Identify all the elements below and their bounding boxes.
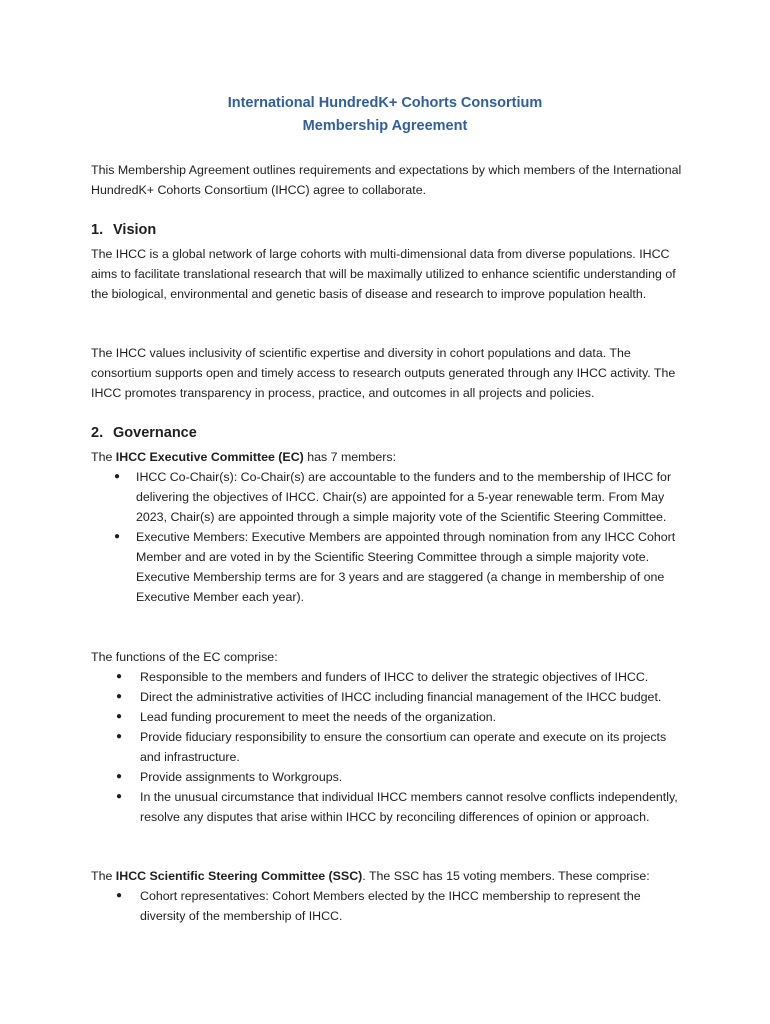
ec-intro-post: has 7 members: [303,450,397,464]
list-item: ● Provide assignments to Workgroups. [91,767,686,787]
list-item: ● Cohort representatives: Cohort Members elected by the IHCC membership to represent the diversity of the membership of IHCC. [91,886,686,926]
vision-paragraph-2 [91,343,686,403]
ec-name: IHCC Executive Committee (EC) [115,450,304,464]
intro-paragraph [91,160,686,200]
bullet-icon: ● [116,771,123,782]
ssc-intro [91,866,686,886]
functions-intro: The functions of the EC comprise: [91,650,278,664]
document-title-line-1: International HundredK+ Cohorts Consortium [227,95,543,111]
section-number: 1. [91,222,104,238]
list-item: ● Responsible to the members and funders of IHCC to deliver the strategic objectives of IHCC. [91,667,686,687]
section-number: 2. [91,425,104,441]
ssc-intro-post: . The SSC has 15 voting members. These comprise: [362,869,650,883]
intro-text: This Membership Agreement outlines requirements and expectations by which members of the International HundredK+ Cohorts Consortium (IHCC) agree to collaborate. [91,163,682,197]
bullet-icon: ● [114,471,121,482]
ec-intro [91,447,686,467]
functions-list [91,667,686,827]
bullet-icon: ● [116,791,123,802]
section-title: Vision [113,222,157,238]
ssc-intro-pre: The [91,869,116,883]
list-item: ● Lead funding procurement to meet the needs of the organization. [91,707,686,727]
list-item: ● Direct the administrative activities of IHCC including financial management of the IHCC budget. [91,687,686,707]
bullet-icon: ● [116,691,123,702]
list-item: ● IHCC Co-Chair(s): Co-Chair(s) are accountable to the funders and to the membership of IHCC for delivering the objectives of IHCC. Chair(s) are appointed for a 5-year renewable term. From May 2023, Chair(s) are appointed through a simple majority vote of the Scientific Steering Committee. [91,467,686,527]
vision-text-1: The IHCC is a global network of large cohorts with multi-dimensional data from diverse populations. IHCC aims to facilitate translational research that will be maximally utilized to enhance scientific understanding of the biological, environmental and genetic basis of disease and research to improve population health. [91,247,676,301]
list-item: ● In the unusual circumstance that individual IHCC members cannot resolve conflicts independently, resolve any disputes that arise within IHCC by reconciling differences of opinion or approach. [91,787,686,827]
document-title-line-2: Membership Agreement [302,118,468,134]
bullet-icon: ● [116,890,123,901]
bullet-icon: ● [116,711,123,722]
bullet-icon: ● [116,731,123,742]
list-item: ● Provide fiduciary responsibility to ensure the consortium can operate and execute on its projects and infrastructure. [91,727,686,767]
ssc-name: IHCC Scientific Steering Committee (SSC) [115,869,363,883]
bullet-icon: ● [116,671,123,682]
section-title: Governance [113,425,197,441]
ec-intro-pre: The [91,450,116,464]
section-heading-vision [91,222,156,238]
bullet-icon: ● [114,531,121,542]
ssc-members-list [91,886,686,926]
list-item: ● Executive Members: Executive Members are appointed through nomination from any IHCC Cohort Member and are voted in by the Scientific Steering Committee through a simple majority vote. Executive Membership terms are for 3 years and are staggered (a change in membership of one Executive Member each year). [91,527,686,607]
ec-members-list [91,467,686,607]
vision-paragraph-1 [91,244,686,304]
vision-text-2: The IHCC values inclusivity of scientific expertise and diversity in cohort populations and data. The consortium supports open and timely access to research outputs generated through any IHCC activity. The IHCC promotes transparency in process, practice, and outcomes in all projects and policies. [91,346,676,400]
section-heading-governance [91,425,197,441]
